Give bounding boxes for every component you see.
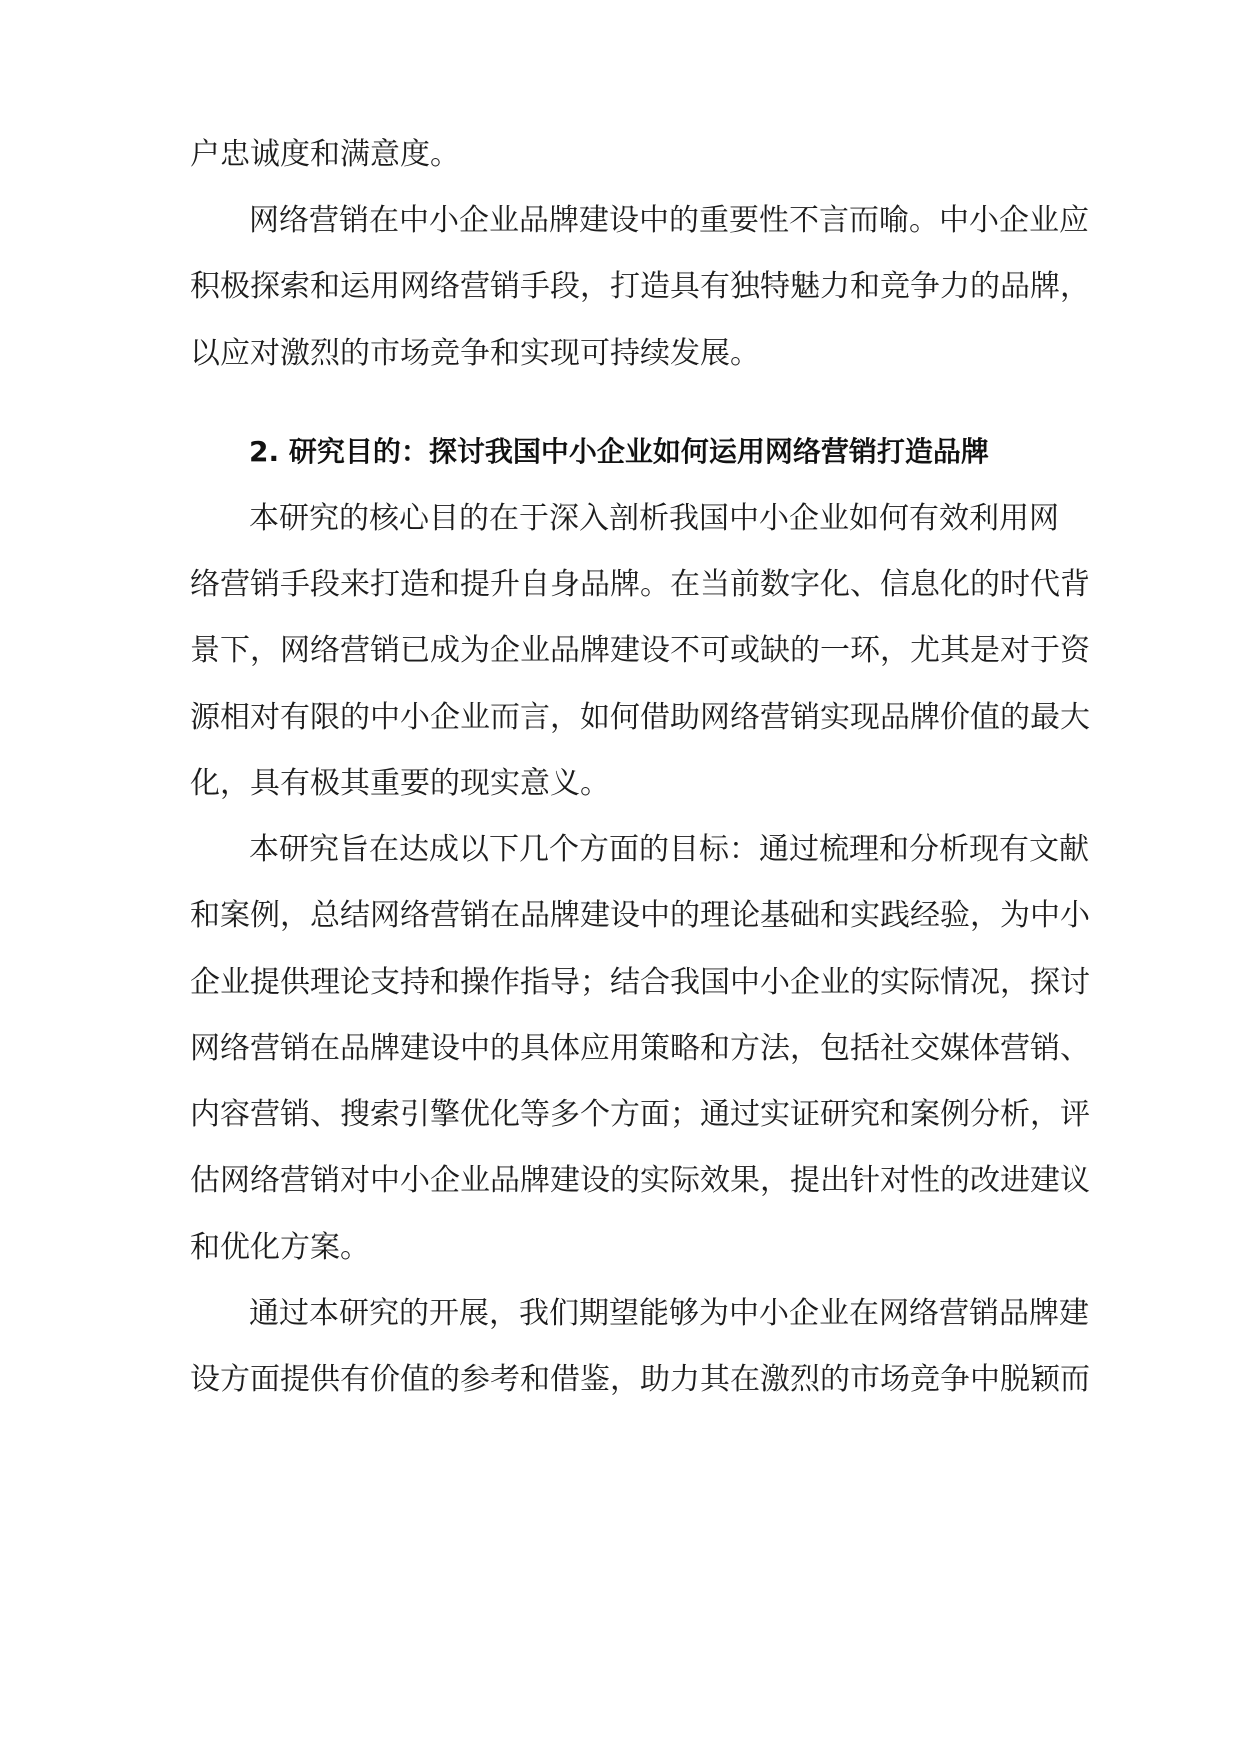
paragraph-line: 企业提供理论支持和操作指导；结合我国中小企业的实际情况，探讨 [190,965,1090,1000]
paragraph-line: 景下，网络营销已成为企业品牌建设不可或缺的一环，尤其是对于资 [190,633,1090,668]
paragraph-line: 源相对有限的中小企业而言，如何借助网络营销实现品牌价值的最大 [190,700,1090,735]
paragraph-line: 积极探索和运用网络营销手段，打造具有独特魅力和竞争力的品牌， [190,269,1090,304]
paragraph-line: 以应对激烈的市场竞争和实现可持续发展。 [190,336,760,371]
paragraph-line: 化，具有极其重要的现实意义。 [190,766,610,801]
paragraph-line: 估网络营销对中小企业品牌建设的实际效果，提出针对性的改进建议 [190,1163,1090,1198]
paragraph-line: 网络营销在中小企业品牌建设中的重要性不言而喻。中小企业应 [249,203,1089,238]
paragraph-line: 本研究旨在达成以下几个方面的目标：通过梳理和分析现有文献 [249,832,1089,867]
paragraph-line: 设方面提供有价值的参考和借鉴，助力其在激烈的市场竞争中脱颖而 [190,1362,1090,1397]
paragraph-line: 户忠诚度和满意度。 [190,137,460,172]
paragraph-line: 本研究的核心目的在于深入剖析我国中小企业如何有效利用网 [249,501,1059,536]
paragraph-line: 络营销手段来打造和提升自身品牌。在当前数字化、信息化的时代背 [190,567,1090,602]
paragraph-line: 和优化方案。 [190,1230,370,1265]
paragraph-line: 通过本研究的开展，我们期望能够为中小企业在网络营销品牌建 [249,1296,1089,1331]
paragraph-line: 内容营销、搜索引擎优化等多个方面；通过实证研究和案例分析，评 [190,1097,1090,1132]
section-heading: 2. 研究目的：探讨我国中小企业如何运用网络营销打造品牌 [249,435,989,468]
paragraph-line: 网络营销在品牌建设中的具体应用策略和方法，包括社交媒体营销、 [190,1031,1090,1066]
paragraph-line: 和案例，总结网络营销在品牌建设中的理论基础和实践经验，为中小 [190,898,1090,933]
